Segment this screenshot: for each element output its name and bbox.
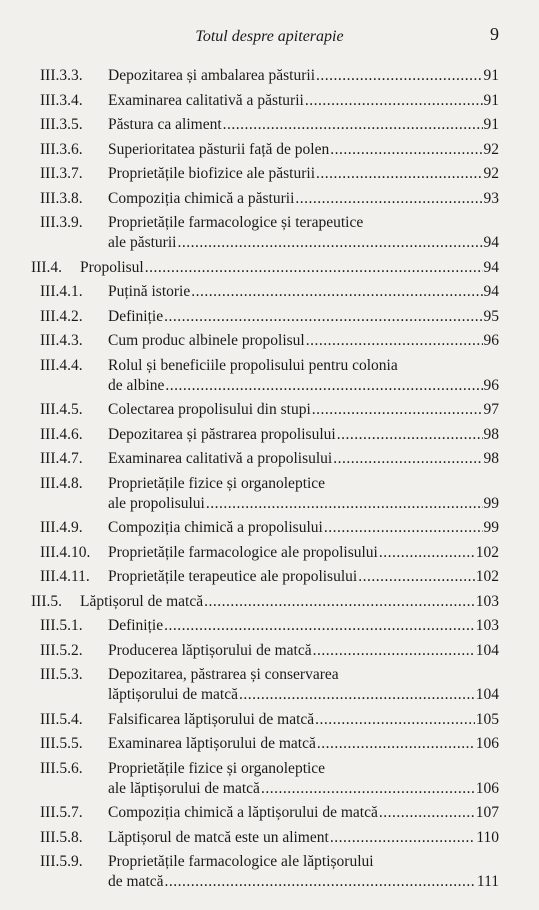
toc-entry-number: III.3.4. bbox=[40, 91, 83, 109]
toc-entry-number: III.4.3. bbox=[40, 332, 83, 349]
toc-entry-page: 91 bbox=[483, 91, 499, 109]
toc-entry bbox=[0, 425, 539, 445]
toc-entry-line bbox=[108, 189, 499, 209]
toc-entry-line bbox=[108, 66, 499, 86]
toc-entry-title: Proprietățile farmacologice și terapeutice bbox=[108, 214, 364, 231]
toc-entry-title: Colectarea propolisului din stupi bbox=[108, 401, 311, 418]
toc-entry-line bbox=[80, 592, 499, 612]
toc-entry-page: 104 bbox=[475, 641, 499, 659]
toc-entry-title: Lăptișorul de matcă este un aliment bbox=[108, 828, 329, 846]
toc-entry-title: Proprietățile biofizice ale păsturii bbox=[108, 165, 316, 182]
toc-entry-number: III.4.9. bbox=[40, 519, 83, 536]
toc-entry bbox=[0, 543, 539, 563]
toc-entry-title: Definiție bbox=[108, 617, 164, 634]
toc-entry-line bbox=[108, 400, 499, 420]
dot-leader bbox=[333, 449, 482, 469]
toc-entry-page: 96 bbox=[483, 332, 499, 349]
toc-entry-page: 106 bbox=[475, 735, 499, 752]
toc-entry-page: 98 bbox=[483, 450, 499, 467]
toc-entry-line bbox=[108, 518, 499, 538]
toc-entry-line bbox=[108, 734, 499, 754]
toc-entry-line bbox=[108, 474, 499, 494]
toc-entry-title: ale lăptișorului de matcă bbox=[108, 779, 260, 797]
dot-leader bbox=[379, 543, 475, 563]
toc-entry-title: Propolisul bbox=[80, 258, 144, 276]
toc-entry-line bbox=[108, 449, 499, 469]
dot-leader bbox=[358, 567, 475, 587]
toc-entry-page: 98 bbox=[483, 425, 499, 443]
toc-entry-line bbox=[108, 872, 499, 892]
toc-entry-title: Puțină istorie bbox=[108, 283, 191, 300]
toc-entry bbox=[0, 213, 539, 253]
dot-leader bbox=[206, 494, 483, 514]
toc-entry-title: Depozitarea și ambalarea păsturii bbox=[108, 67, 315, 84]
toc-entry-number: III.5. bbox=[31, 592, 62, 610]
dot-leader bbox=[313, 641, 475, 661]
dot-leader bbox=[324, 518, 483, 538]
toc-entry-line bbox=[108, 852, 499, 872]
toc-entry bbox=[0, 115, 539, 135]
toc-entry bbox=[0, 641, 539, 661]
toc-entry bbox=[0, 759, 539, 799]
toc-entry-title: Compoziția chimică a lăptișorului de matcă bbox=[108, 804, 378, 821]
toc-entry-title: Proprietățile fizice și organoleptice bbox=[108, 474, 326, 492]
toc-entry-number: III.3.6. bbox=[40, 140, 83, 158]
dot-leader bbox=[165, 872, 476, 892]
toc-entry-title: Rolul și beneficiile propolisului pentru colonia bbox=[108, 356, 398, 374]
toc-entry bbox=[0, 616, 539, 636]
toc-entry-line bbox=[108, 759, 499, 779]
toc-entry-title: Examinarea lăptișorului de matcă bbox=[108, 735, 316, 752]
toc-entry bbox=[0, 518, 539, 538]
dot-leader bbox=[305, 91, 483, 111]
toc-entry-page: 105 bbox=[475, 710, 499, 728]
toc-entry bbox=[0, 474, 539, 514]
toc-entry bbox=[0, 66, 539, 86]
toc-entry-title: Examinarea calitativă a propolisului bbox=[108, 450, 333, 467]
toc-entry bbox=[0, 189, 539, 209]
toc-entry-number: III.4.8. bbox=[40, 474, 83, 492]
toc-entry-page: 97 bbox=[483, 401, 499, 418]
toc-entry-page: 107 bbox=[475, 804, 499, 821]
toc-entry-line bbox=[108, 567, 499, 587]
toc-entry bbox=[0, 356, 539, 396]
toc-entry-title: de albine bbox=[108, 376, 165, 394]
toc-entry-line bbox=[108, 376, 499, 396]
dot-leader bbox=[312, 400, 483, 420]
toc-entry-line bbox=[108, 307, 499, 327]
dot-leader bbox=[204, 592, 475, 612]
toc-entry-line bbox=[108, 331, 499, 351]
dot-leader bbox=[164, 616, 475, 636]
toc-entry bbox=[0, 140, 539, 160]
toc-entry bbox=[0, 331, 539, 351]
toc-entry-line bbox=[108, 665, 499, 685]
toc-entry bbox=[0, 400, 539, 420]
toc-entry-title: Producerea lăptișorului de matcă bbox=[108, 641, 312, 659]
toc-entry-page: 93 bbox=[483, 189, 499, 207]
toc-entry-title: Cum produc albinele propolisul bbox=[108, 332, 305, 349]
toc-entry-title: Depozitarea și păstrarea propolisului bbox=[108, 425, 336, 443]
toc-entry-page: 106 bbox=[475, 779, 499, 797]
dot-leader bbox=[330, 140, 482, 160]
toc-entry bbox=[0, 307, 539, 327]
toc-entry-page: 94 bbox=[483, 283, 499, 300]
toc-entry-page: 95 bbox=[483, 307, 499, 325]
toc-entry bbox=[0, 852, 539, 892]
toc-entry-number: III.4.5. bbox=[40, 401, 83, 418]
toc-entry-title: lăptișorului de matcă bbox=[108, 686, 238, 703]
toc-entry-number: III.5.2. bbox=[40, 641, 83, 659]
toc-entry-page: 99 bbox=[483, 519, 499, 536]
toc-entry-title: Definiție bbox=[108, 307, 164, 325]
toc-entry-number: III.4.10. bbox=[40, 543, 91, 561]
toc-entry-line bbox=[108, 641, 499, 661]
toc-entry-number: III.5.5. bbox=[40, 735, 83, 752]
toc-entry-number: III.5.7. bbox=[40, 804, 83, 821]
dot-leader bbox=[164, 307, 482, 327]
dot-leader bbox=[261, 779, 475, 799]
toc-entry-page: 111 bbox=[476, 873, 499, 890]
toc-entry bbox=[0, 592, 539, 612]
toc-entry-line bbox=[108, 710, 499, 730]
toc-entry-number: III.4.11. bbox=[40, 568, 90, 585]
toc-entry-title: Compoziția chimică a păsturii bbox=[108, 189, 295, 207]
toc-entry-page: 102 bbox=[475, 568, 499, 585]
toc-entry bbox=[0, 164, 539, 184]
toc-entry-line bbox=[108, 543, 499, 563]
toc-entry-page: 96 bbox=[483, 376, 499, 394]
toc-entry-number: III.4.7. bbox=[40, 450, 83, 467]
toc-entry-number: III.4.1. bbox=[40, 283, 83, 300]
dot-leader bbox=[239, 685, 475, 705]
dot-leader bbox=[145, 258, 483, 278]
toc-entry-page: 94 bbox=[483, 258, 499, 276]
toc-entry-line bbox=[108, 164, 499, 184]
toc-entry-number: III.5.4. bbox=[40, 710, 83, 728]
toc-entry-line bbox=[108, 494, 499, 514]
toc-entry-page: 103 bbox=[475, 617, 499, 634]
toc-entry-page: 103 bbox=[475, 592, 499, 610]
dot-leader bbox=[191, 282, 482, 302]
toc-entry-number: III.5.1. bbox=[40, 617, 83, 634]
toc-entry bbox=[0, 734, 539, 754]
dot-leader bbox=[316, 164, 482, 184]
toc-entry-title: Păstura ca aliment bbox=[108, 116, 222, 133]
toc-entry-page: 92 bbox=[483, 140, 499, 158]
dot-leader bbox=[223, 115, 483, 135]
toc-entry-line bbox=[108, 803, 499, 823]
toc-entry-number: III.3.5. bbox=[40, 116, 83, 133]
dot-leader bbox=[306, 331, 483, 351]
toc-entry-line bbox=[108, 828, 499, 848]
dot-leader bbox=[379, 803, 475, 823]
toc-entry-title: Falsificarea lăptișorului de matcă bbox=[108, 710, 315, 728]
toc-entry-number: III.5.9. bbox=[40, 853, 83, 870]
running-header-title: Totul despre apiterapie bbox=[195, 28, 344, 45]
toc-entry bbox=[0, 258, 539, 278]
toc-entry-page: 99 bbox=[483, 494, 499, 512]
toc-entry bbox=[0, 449, 539, 469]
toc-entry bbox=[0, 91, 539, 111]
toc-entry-line bbox=[108, 356, 499, 376]
toc-entry bbox=[0, 803, 539, 823]
toc-entry-title: Examinarea calitativă a păsturii bbox=[108, 91, 304, 109]
toc-entry-number: III.5.6. bbox=[40, 759, 83, 777]
toc-entry-line bbox=[108, 425, 499, 445]
toc-entry-line bbox=[108, 779, 499, 799]
toc-entry bbox=[0, 282, 539, 302]
toc-entry-page: 91 bbox=[483, 67, 499, 84]
toc-entry-title: Lăptișorul de matcă bbox=[80, 592, 204, 610]
dot-leader bbox=[177, 233, 482, 253]
toc-entry-number: III.4.2. bbox=[40, 307, 83, 325]
toc-entry-number: III.3.7. bbox=[40, 165, 83, 182]
dot-leader bbox=[337, 425, 483, 445]
dot-leader bbox=[316, 66, 483, 86]
toc-entry-line bbox=[108, 282, 499, 302]
dot-leader bbox=[295, 189, 482, 209]
toc-entry-line bbox=[108, 140, 499, 160]
toc-entry-number: III.3.9. bbox=[40, 214, 83, 231]
toc-entry-line bbox=[108, 213, 499, 233]
toc-entry-page: 92 bbox=[483, 165, 499, 182]
toc-entry-title: Depozitarea, păstrarea și conservarea bbox=[108, 666, 339, 683]
toc-entry-page: 91 bbox=[483, 116, 499, 133]
toc-entry bbox=[0, 665, 539, 705]
toc-entry bbox=[0, 710, 539, 730]
toc-entry-number: III.5.3. bbox=[40, 666, 83, 683]
toc-entry-number: III.4.6. bbox=[40, 425, 83, 443]
toc-entry-title: Proprietățile terapeutice ale propolisului bbox=[108, 568, 358, 585]
toc-entry-page: 94 bbox=[483, 234, 499, 251]
toc-entry bbox=[0, 567, 539, 587]
toc-entry-title: Compoziția chimică a propolisului bbox=[108, 519, 323, 536]
toc-entry-line bbox=[108, 233, 499, 253]
dot-leader bbox=[317, 734, 475, 754]
toc-entry-number: III.3.8. bbox=[40, 189, 83, 207]
toc-entry-page: 110 bbox=[476, 828, 499, 846]
toc-entry-title: ale propolisului bbox=[108, 494, 205, 512]
toc-entry-title: Proprietățile farmacologice ale propolisului bbox=[108, 543, 378, 561]
dot-leader bbox=[330, 828, 476, 848]
toc-entry-title: de matcă bbox=[108, 873, 164, 890]
toc-entry-title: Superioritatea păsturii față de polen bbox=[108, 140, 330, 158]
toc-entry-page: 102 bbox=[475, 543, 499, 561]
toc-entry-number: III.4. bbox=[31, 258, 62, 276]
toc-entry-line bbox=[108, 685, 499, 705]
dot-leader bbox=[315, 710, 475, 730]
toc-entry-number: III.3.3. bbox=[40, 67, 83, 84]
toc-entry bbox=[0, 828, 539, 848]
toc-entry-title: Proprietățile farmacologice ale lăptișorului bbox=[108, 853, 374, 870]
dot-leader bbox=[165, 376, 482, 396]
toc-entry-line bbox=[108, 115, 499, 135]
toc-entry-line bbox=[108, 616, 499, 636]
toc-entry-number: III.5.8. bbox=[40, 828, 83, 846]
toc-entry-line bbox=[80, 258, 499, 278]
toc-entry-line bbox=[108, 91, 499, 111]
toc-entry-title: ale păsturii bbox=[108, 234, 177, 251]
page-number: 9 bbox=[490, 24, 499, 44]
toc-entry-title: Proprietățile fizice și organoleptice bbox=[108, 759, 326, 777]
table-of-contents bbox=[0, 66, 539, 897]
toc-entry-page: 104 bbox=[475, 686, 499, 703]
toc-entry-number: III.4.4. bbox=[40, 356, 83, 374]
